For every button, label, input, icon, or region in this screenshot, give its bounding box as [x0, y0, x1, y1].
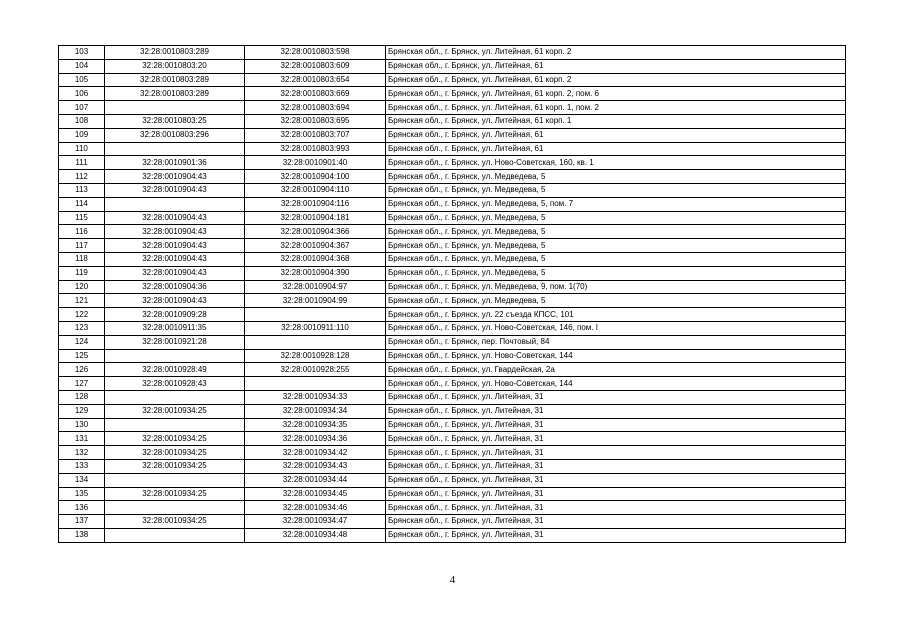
- address-cell: Брянская обл., г. Брянск, ул. Литейная, 31: [386, 418, 846, 432]
- parcel-cadastral-number-cell: 32:28:0010803:289: [105, 73, 245, 87]
- parcel-cadastral-number-cell: 32:28:0010904:43: [105, 183, 245, 197]
- address-cell: Брянская обл., г. Брянск, ул. Литейная, 61 корп. 1, пом. 2: [386, 101, 846, 115]
- object-cadastral-number-cell: 32:28:0010904:181: [245, 211, 386, 225]
- object-cadastral-number-cell: [245, 308, 386, 322]
- address-cell: Брянская обл., г. Брянск, ул. Ново-Советская, 146, пом. I: [386, 321, 846, 335]
- address-cell: Брянская обл., г. Брянск, ул. Ново-Советская, 144: [386, 377, 846, 391]
- address-cell: Брянская обл., г. Брянск, ул. Медведева, 5: [386, 211, 846, 225]
- row-number-cell: 117: [59, 239, 105, 253]
- object-cadastral-number-cell: [245, 335, 386, 349]
- parcel-cadastral-number-cell: 32:28:0010934:25: [105, 515, 245, 529]
- row-number-cell: 103: [59, 46, 105, 60]
- object-cadastral-number-cell: 32:28:0010934:44: [245, 473, 386, 487]
- object-cadastral-number-cell: 32:28:0010803:654: [245, 73, 386, 87]
- object-cadastral-number-cell: 32:28:0010911:110: [245, 321, 386, 335]
- object-cadastral-number-cell: 32:28:0010904:100: [245, 170, 386, 184]
- table-row: [59, 87, 846, 101]
- object-cadastral-number-cell: 32:28:0010934:43: [245, 459, 386, 473]
- object-cadastral-number-cell: 32:28:0010803:609: [245, 59, 386, 73]
- address-cell: Брянская обл., г. Брянск, пер. Почтовый, 84: [386, 335, 846, 349]
- cadastral-register-table: [58, 45, 846, 543]
- row-number-cell: 119: [59, 266, 105, 280]
- parcel-cadastral-number-cell: [105, 197, 245, 211]
- parcel-cadastral-number-cell: 32:28:0010928:43: [105, 377, 245, 391]
- address-cell: Брянская обл., г. Брянск, ул. Медведева, 5: [386, 170, 846, 184]
- address-cell: Брянская обл., г. Брянск, ул. Медведева, 5: [386, 239, 846, 253]
- parcel-cadastral-number-cell: [105, 101, 245, 115]
- row-number-cell: 129: [59, 404, 105, 418]
- parcel-cadastral-number-cell: 32:28:0010934:25: [105, 459, 245, 473]
- row-number-cell: 132: [59, 446, 105, 460]
- object-cadastral-number-cell: 32:28:0010934:36: [245, 432, 386, 446]
- object-cadastral-number-cell: [245, 377, 386, 391]
- object-cadastral-number-cell: 32:28:0010803:694: [245, 101, 386, 115]
- parcel-cadastral-number-cell: 32:28:0010934:25: [105, 432, 245, 446]
- row-number-cell: 137: [59, 515, 105, 529]
- parcel-cadastral-number-cell: 32:28:0010928:49: [105, 363, 245, 377]
- parcel-cadastral-number-cell: [105, 390, 245, 404]
- parcel-cadastral-number-cell: [105, 418, 245, 432]
- row-number-cell: 123: [59, 321, 105, 335]
- address-cell: Брянская обл., г. Брянск, ул. Ново-Советская, 144: [386, 349, 846, 363]
- object-cadastral-number-cell: 32:28:0010904:97: [245, 280, 386, 294]
- table-row: [59, 101, 846, 115]
- address-cell: Брянская обл., г. Брянск, ул. Литейная, 31: [386, 487, 846, 501]
- row-number-cell: 128: [59, 390, 105, 404]
- table-row: [59, 73, 846, 87]
- address-cell: Брянская обл., г. Брянск, ул. Медведева, 5: [386, 252, 846, 266]
- address-cell: Брянская обл., г. Брянск, ул. Медведева, 5: [386, 294, 846, 308]
- parcel-cadastral-number-cell: 32:28:0010901:36: [105, 156, 245, 170]
- object-cadastral-number-cell: 32:28:0010934:46: [245, 501, 386, 515]
- row-number-cell: 134: [59, 473, 105, 487]
- parcel-cadastral-number-cell: 32:28:0010904:43: [105, 239, 245, 253]
- address-cell: Брянская обл., г. Брянск, ул. Медведева, 9, пом. 1(70): [386, 280, 846, 294]
- parcel-cadastral-number-cell: 32:28:0010921:28: [105, 335, 245, 349]
- address-cell: Брянская обл., г. Брянск, ул. 22 съезда КПСС, 101: [386, 308, 846, 322]
- table-row: [59, 252, 846, 266]
- address-cell: Брянская обл., г. Брянск, ул. Литейная, 31: [386, 446, 846, 460]
- row-number-cell: 109: [59, 128, 105, 142]
- object-cadastral-number-cell: 32:28:0010904:110: [245, 183, 386, 197]
- address-cell: Брянская обл., г. Брянск, ул. Литейная, 31: [386, 404, 846, 418]
- object-cadastral-number-cell: 32:28:0010803:695: [245, 114, 386, 128]
- table-row: [59, 239, 846, 253]
- row-number-cell: 120: [59, 280, 105, 294]
- table-row: [59, 142, 846, 156]
- table-row: [59, 335, 846, 349]
- address-cell: Брянская обл., г. Брянск, ул. Медведева, 5, пом. 7: [386, 197, 846, 211]
- row-number-cell: 115: [59, 211, 105, 225]
- parcel-cadastral-number-cell: [105, 142, 245, 156]
- parcel-cadastral-number-cell: 32:28:0010909:28: [105, 308, 245, 322]
- row-number-cell: 122: [59, 308, 105, 322]
- table-row: [59, 197, 846, 211]
- parcel-cadastral-number-cell: 32:28:0010904:43: [105, 294, 245, 308]
- row-number-cell: 136: [59, 501, 105, 515]
- row-number-cell: 127: [59, 377, 105, 391]
- table-row: [59, 446, 846, 460]
- table-row: [59, 114, 846, 128]
- address-cell: Брянская обл., г. Брянск, ул. Литейная, 61 корп. 2: [386, 46, 846, 60]
- table-row: [59, 321, 846, 335]
- object-cadastral-number-cell: 32:28:0010934:34: [245, 404, 386, 418]
- address-cell: Брянская обл., г. Брянск, ул. Литейная, 31: [386, 459, 846, 473]
- row-number-cell: 112: [59, 170, 105, 184]
- table-row: [59, 377, 846, 391]
- table-row: [59, 46, 846, 60]
- object-cadastral-number-cell: 32:28:0010803:669: [245, 87, 386, 101]
- table-row: [59, 308, 846, 322]
- parcel-cadastral-number-cell: 32:28:0010904:36: [105, 280, 245, 294]
- address-cell: Брянская обл., г. Брянск, ул. Литейная, 31: [386, 390, 846, 404]
- row-number-cell: 125: [59, 349, 105, 363]
- object-cadastral-number-cell: 32:28:0010934:33: [245, 390, 386, 404]
- address-cell: Брянская обл., г. Брянск, ул. Литейная, 61 корп. 2, пом. 6: [386, 87, 846, 101]
- parcel-cadastral-number-cell: 32:28:0010803:20: [105, 59, 245, 73]
- parcel-cadastral-number-cell: 32:28:0010904:43: [105, 266, 245, 280]
- parcel-cadastral-number-cell: 32:28:0010904:43: [105, 225, 245, 239]
- object-cadastral-number-cell: 32:28:0010904:116: [245, 197, 386, 211]
- row-number-cell: 138: [59, 528, 105, 542]
- object-cadastral-number-cell: 32:28:0010934:48: [245, 528, 386, 542]
- parcel-cadastral-number-cell: 32:28:0010803:296: [105, 128, 245, 142]
- table-row: [59, 170, 846, 184]
- parcel-cadastral-number-cell: 32:28:0010803:289: [105, 87, 245, 101]
- object-cadastral-number-cell: 32:28:0010934:42: [245, 446, 386, 460]
- table-row: [59, 266, 846, 280]
- table-row: [59, 363, 846, 377]
- table-row: [59, 156, 846, 170]
- address-cell: Брянская обл., г. Брянск, ул. Литейная, 31: [386, 515, 846, 529]
- row-number-cell: 121: [59, 294, 105, 308]
- table-row: [59, 294, 846, 308]
- object-cadastral-number-cell: 32:28:0010803:707: [245, 128, 386, 142]
- object-cadastral-number-cell: 32:28:0010934:47: [245, 515, 386, 529]
- table-row: [59, 515, 846, 529]
- address-cell: Брянская обл., г. Брянск, ул. Литейная, 61 корп. 2: [386, 73, 846, 87]
- table-row: [59, 128, 846, 142]
- parcel-cadastral-number-cell: 32:28:0010934:25: [105, 446, 245, 460]
- table-row: [59, 404, 846, 418]
- row-number-cell: 131: [59, 432, 105, 446]
- parcel-cadastral-number-cell: [105, 528, 245, 542]
- object-cadastral-number-cell: 32:28:0010928:128: [245, 349, 386, 363]
- parcel-cadastral-number-cell: 32:28:0010904:43: [105, 252, 245, 266]
- table-row: [59, 211, 846, 225]
- row-number-cell: 135: [59, 487, 105, 501]
- row-number-cell: 111: [59, 156, 105, 170]
- object-cadastral-number-cell: 32:28:0010904:99: [245, 294, 386, 308]
- row-number-cell: 114: [59, 197, 105, 211]
- table-row: [59, 432, 846, 446]
- address-cell: Брянская обл., г. Брянск, ул. Ново-Советская, 160, кв. 1: [386, 156, 846, 170]
- object-cadastral-number-cell: 32:28:0010934:35: [245, 418, 386, 432]
- table-row: [59, 349, 846, 363]
- object-cadastral-number-cell: 32:28:0010904:366: [245, 225, 386, 239]
- table-row: [59, 280, 846, 294]
- address-cell: Брянская обл., г. Брянск, ул. Литейная, 61: [386, 128, 846, 142]
- address-cell: Брянская обл., г. Брянск, ул. Литейная, 61 корп. 1: [386, 114, 846, 128]
- address-cell: Брянская обл., г. Брянск, ул. Литейная, 31: [386, 501, 846, 515]
- parcel-cadastral-number-cell: 32:28:0010803:25: [105, 114, 245, 128]
- row-number-cell: 104: [59, 59, 105, 73]
- row-number-cell: 118: [59, 252, 105, 266]
- row-number-cell: 106: [59, 87, 105, 101]
- address-cell: Брянская обл., г. Брянск, ул. Литейная, 61: [386, 142, 846, 156]
- row-number-cell: 107: [59, 101, 105, 115]
- parcel-cadastral-number-cell: 32:28:0010803:289: [105, 46, 245, 60]
- row-number-cell: 126: [59, 363, 105, 377]
- address-cell: Брянская обл., г. Брянск, ул. Литейная, 31: [386, 473, 846, 487]
- row-number-cell: 113: [59, 183, 105, 197]
- table-row: [59, 459, 846, 473]
- table-row: [59, 418, 846, 432]
- row-number-cell: 110: [59, 142, 105, 156]
- parcel-cadastral-number-cell: [105, 349, 245, 363]
- table-row: [59, 473, 846, 487]
- object-cadastral-number-cell: 32:28:0010904:367: [245, 239, 386, 253]
- table-row: [59, 501, 846, 515]
- address-cell: Брянская обл., г. Брянск, ул. Литейная, 31: [386, 528, 846, 542]
- parcel-cadastral-number-cell: [105, 501, 245, 515]
- parcel-cadastral-number-cell: 32:28:0010904:43: [105, 170, 245, 184]
- page-number: 4: [449, 574, 456, 586]
- row-number-cell: 133: [59, 459, 105, 473]
- row-number-cell: 116: [59, 225, 105, 239]
- table-row: [59, 225, 846, 239]
- parcel-cadastral-number-cell: 32:28:0010934:25: [105, 487, 245, 501]
- object-cadastral-number-cell: 32:28:0010803:598: [245, 46, 386, 60]
- table-body: [59, 46, 846, 543]
- object-cadastral-number-cell: 32:28:0010934:45: [245, 487, 386, 501]
- object-cadastral-number-cell: 32:28:0010904:390: [245, 266, 386, 280]
- object-cadastral-number-cell: 32:28:0010928:255: [245, 363, 386, 377]
- table-row: [59, 390, 846, 404]
- row-number-cell: 124: [59, 335, 105, 349]
- parcel-cadastral-number-cell: 32:28:0010904:43: [105, 211, 245, 225]
- address-cell: Брянская обл., г. Брянск, ул. Гвардейская, 2а: [386, 363, 846, 377]
- table-row: [59, 183, 846, 197]
- address-cell: Брянская обл., г. Брянск, ул. Литейная, 61: [386, 59, 846, 73]
- row-number-cell: 105: [59, 73, 105, 87]
- address-cell: Брянская обл., г. Брянск, ул. Медведева, 5: [386, 183, 846, 197]
- address-cell: Брянская обл., г. Брянск, ул. Литейная, 31: [386, 432, 846, 446]
- object-cadastral-number-cell: 32:28:0010803:993: [245, 142, 386, 156]
- table-row: [59, 528, 846, 542]
- object-cadastral-number-cell: 32:28:0010904:368: [245, 252, 386, 266]
- address-cell: Брянская обл., г. Брянск, ул. Медведева, 5: [386, 266, 846, 280]
- object-cadastral-number-cell: 32:28:0010901:40: [245, 156, 386, 170]
- table-row: [59, 487, 846, 501]
- row-number-cell: 108: [59, 114, 105, 128]
- row-number-cell: 130: [59, 418, 105, 432]
- parcel-cadastral-number-cell: 32:28:0010934:25: [105, 404, 245, 418]
- parcel-cadastral-number-cell: 32:28:0010911:35: [105, 321, 245, 335]
- parcel-cadastral-number-cell: [105, 473, 245, 487]
- table-row: [59, 59, 846, 73]
- address-cell: Брянская обл., г. Брянск, ул. Медведева, 5: [386, 225, 846, 239]
